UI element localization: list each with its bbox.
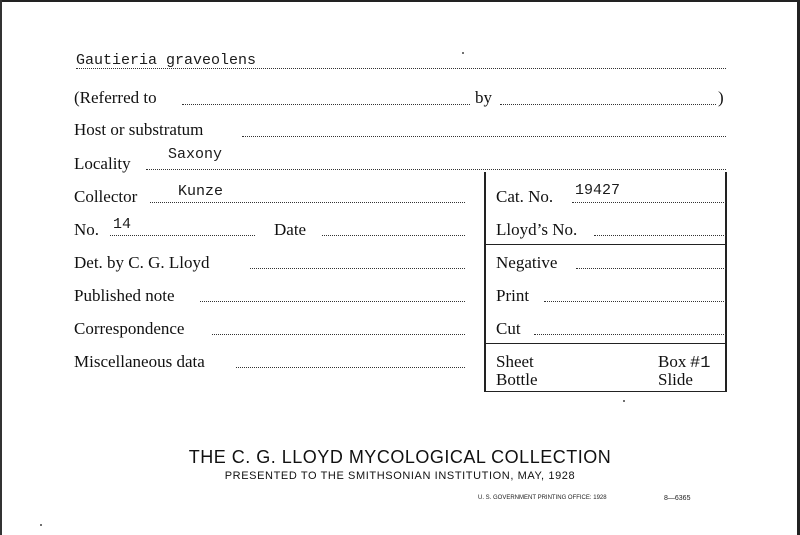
lloyds-no-label: Lloyd’s No. <box>496 220 578 239</box>
slide-label: Slide <box>658 370 693 389</box>
cat-no-value: 19427 <box>575 182 621 199</box>
published-note-field <box>200 301 465 302</box>
close-paren: ) <box>718 88 724 107</box>
locality-field <box>146 169 726 170</box>
referred-to-label: (Referred to <box>74 88 157 107</box>
cut-label: Cut <box>496 319 521 338</box>
no-value: 14 <box>113 216 132 233</box>
negative-field <box>576 268 726 269</box>
scan-speck <box>462 52 464 54</box>
collection-subtitle: PRESENTED TO THE SMITHSONIAN INSTITUTION, MAY, 1928 <box>224 470 576 482</box>
correspondence-field <box>212 334 465 335</box>
species-underline <box>76 68 726 69</box>
referred-to-field <box>182 104 470 105</box>
box-label: Box <box>658 352 687 371</box>
det-by-label: Det. by C. G. Lloyd <box>74 253 210 272</box>
locality-value: Saxony <box>168 146 223 163</box>
right-panel-border-left <box>484 172 486 392</box>
collector-label: Collector <box>74 187 138 206</box>
date-label: Date <box>274 220 307 239</box>
det-by-field <box>250 268 465 269</box>
print-label: Print <box>496 286 530 305</box>
correspondence-label: Correspondence <box>74 319 185 338</box>
sheet-label: Sheet <box>496 352 534 371</box>
host-label: Host or substratum <box>74 120 204 139</box>
by-field <box>500 104 716 105</box>
date-field <box>322 235 465 236</box>
host-field <box>242 136 726 137</box>
box-value: #1 <box>690 354 711 373</box>
no-field <box>110 235 255 236</box>
printing-office-note: U. S. GOVERNMENT PRINTING OFFICE: 1928 <box>478 495 607 501</box>
published-note-label: Published note <box>74 286 175 305</box>
miscellaneous-label: Miscellaneous data <box>74 352 205 371</box>
right-panel-divider-1 <box>485 244 726 245</box>
print-field <box>544 301 726 302</box>
lloyds-no-field <box>594 235 726 236</box>
cat-no-field <box>572 202 726 203</box>
scan-speck <box>623 400 625 402</box>
bottle-label: Bottle <box>496 370 538 389</box>
cat-no-label: Cat. No. <box>496 187 554 206</box>
form-number: 8—6365 <box>664 495 691 502</box>
scan-speck <box>40 524 42 526</box>
right-panel-border-right <box>725 172 727 392</box>
collection-title: THE C. G. LLOYD MYCOLOGICAL COLLECTION <box>188 447 612 467</box>
collector-field <box>150 202 465 203</box>
no-label: No. <box>74 220 100 239</box>
cut-field <box>534 334 726 335</box>
card-top-edge <box>0 0 800 2</box>
locality-label: Locality <box>74 154 131 173</box>
right-panel-border-bottom <box>485 391 726 392</box>
species-name: Gautieria graveolens <box>76 52 257 69</box>
right-panel-divider-2 <box>485 343 726 344</box>
miscellaneous-field <box>236 367 465 368</box>
by-label: by <box>475 88 492 107</box>
collector-value: Kunze <box>178 183 224 200</box>
negative-label: Negative <box>496 253 558 272</box>
